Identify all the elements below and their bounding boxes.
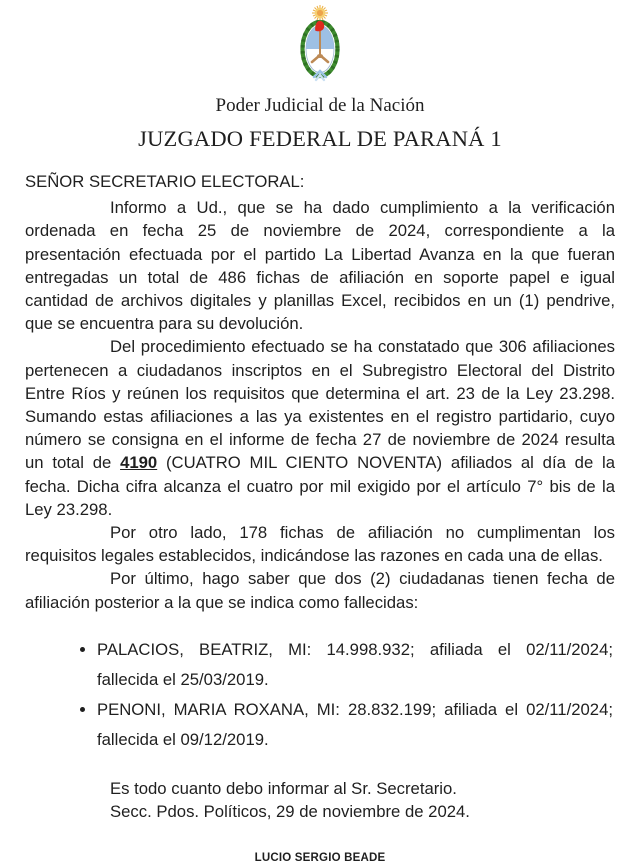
paragraph-deceased-intro: Por último, hago saber que dos (2) ciudadanas tienen fecha de afiliación posterior a la que se indica como fallecidas: bbox=[25, 569, 615, 612]
closing-section-date: Secc. Pdos. Políticos, 29 de noviembre de 2024. bbox=[110, 802, 470, 822]
page-title: JUZGADO FEDERAL DE PARANÁ 1 bbox=[138, 126, 502, 151]
sun-of-may-icon bbox=[312, 5, 328, 21]
argentina-coat-of-arms bbox=[295, 4, 345, 82]
closing-statement: Es todo cuanto debo informar al Sr. Secretario. bbox=[110, 778, 457, 798]
pike-pole bbox=[319, 29, 321, 57]
ribbon-icon bbox=[314, 71, 326, 80]
organization-title: Poder Judicial de la Nación bbox=[215, 95, 425, 116]
signature-name: LUCIO SERGIO BEADE bbox=[254, 850, 386, 864]
total-affiliates-value: 4190 bbox=[120, 453, 158, 473]
paragraph-affiliations bbox=[25, 335, 615, 521]
list-item-deceased-2: • PENONI, MARIA ROXANA, MI: 28.832.199; afiliada el 02/11/2024; fallecida el 09/12/2019. bbox=[97, 695, 613, 755]
list-item-deceased-1: • PALACIOS, BEATRIZ, MI: 14.998.932; afiliada el 02/11/2024; fallecida el 25/03/2019. bbox=[97, 635, 613, 695]
paragraph-affiliations-text-after: (CUATRO MIL CIENTO NOVENTA) afiliados al día de la fecha. Dicha cifra alcanza el cuatro por mil exigido por el artículo 7° bis de la Ley 23.298. bbox=[25, 453, 616, 519]
paragraph-verification: Informo a Ud., que se ha dado cumplimiento a la verificación ordenada en fecha 25 de noviembre de 2024, correspondiente a la presentación efectuada por el partido La Libertad Avanza en la que fueran entregadas un total de 486 fichas de afiliación en soporte papel e igual cantidad de archivos digitales y planillas Excel, recibidos en un (1) pendrive, que se encuentra para su devolución. bbox=[25, 198, 615, 334]
paragraph-rejected-records: Por otro lado, 178 fichas de afiliación no cumplimentan los requisitos legales establecidos, indicándose las razones en cada una de ellas. bbox=[25, 523, 615, 566]
deceased-citizens-list bbox=[25, 635, 613, 755]
paragraph-affiliations-text-before: Del procedimiento efectuado se ha constatado que 306 afiliaciones pertenecen a ciudadanos inscriptos en el Subregistro Electoral del Distrito Entre Ríos y reúnen los requisitos que determina el art. 23 de la Ley 23.298. Sumando estas afiliaciones a las ya existentes en el registro partidario, cuyo número se consigna en el informe de fecha 27 de noviembre de 2024 resulta un total de bbox=[25, 337, 615, 473]
salutation-line: SEÑOR SECRETARIO ELECTORAL: bbox=[25, 172, 305, 191]
